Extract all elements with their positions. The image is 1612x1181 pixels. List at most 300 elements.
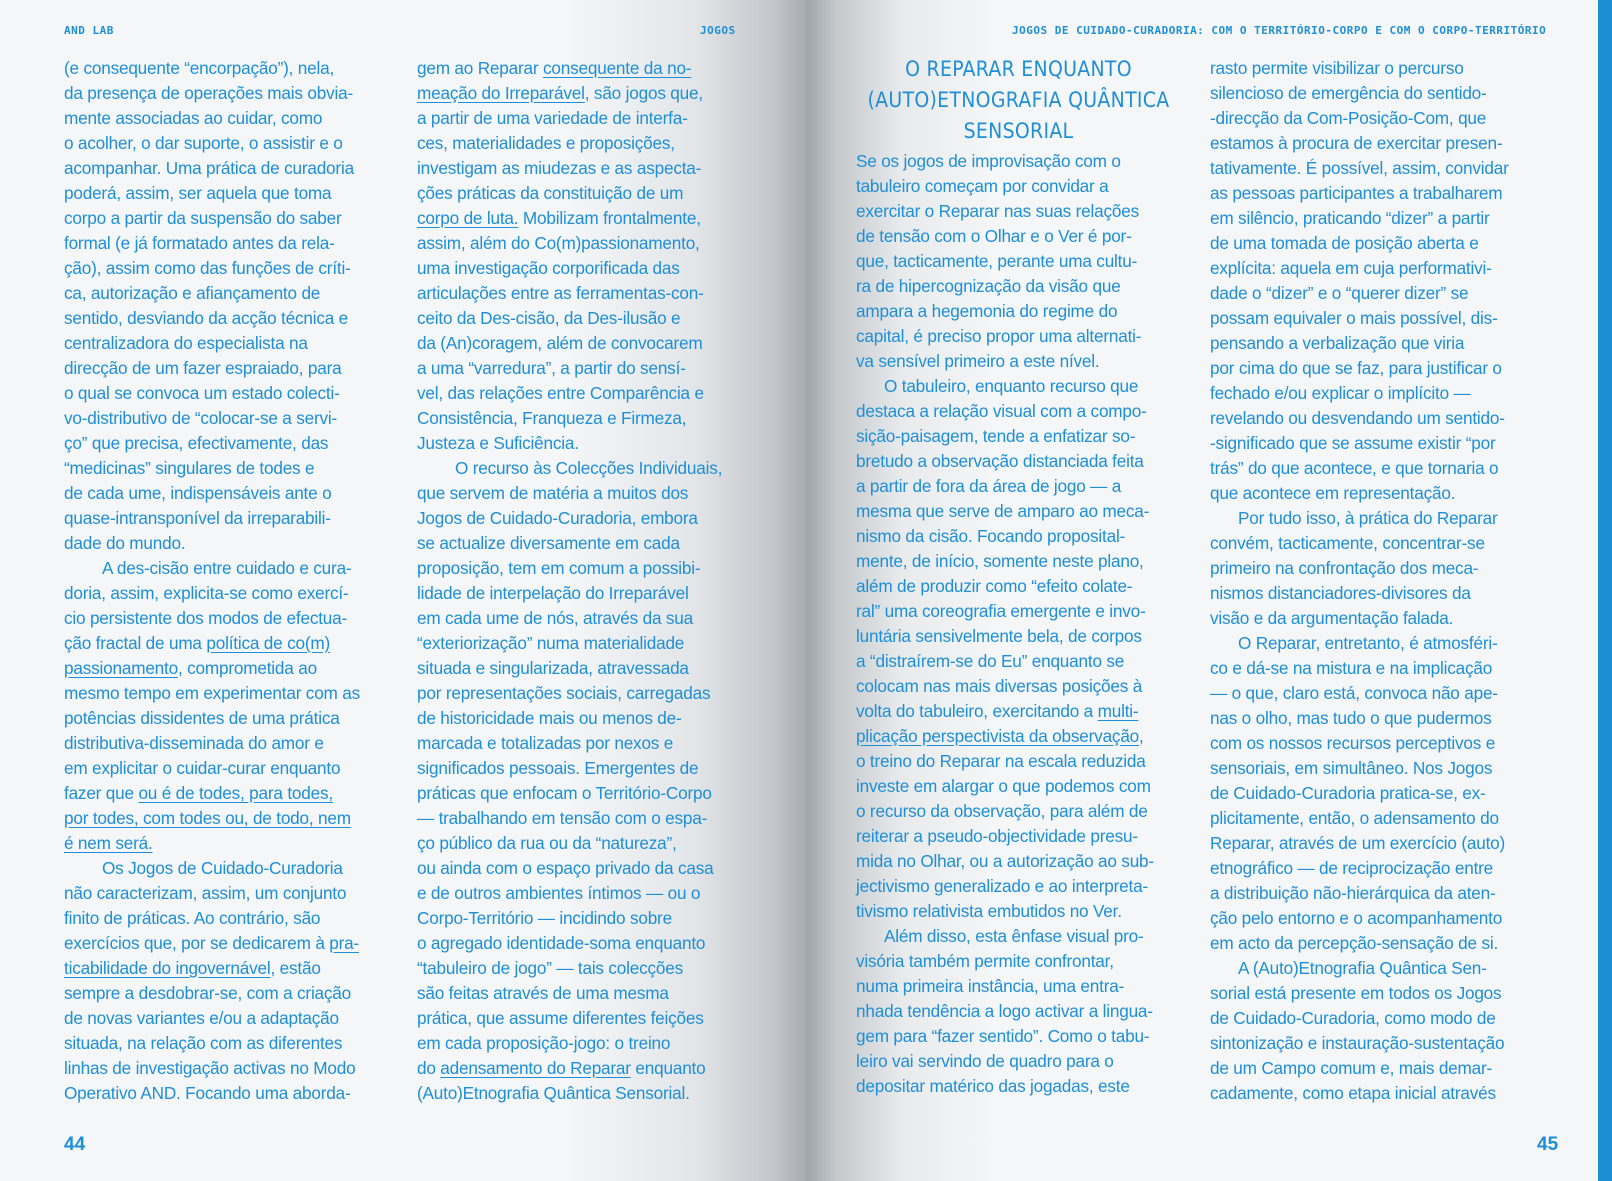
text-column-3: [856, 54, 1181, 1099]
text-line: [856, 274, 1181, 299]
text-run: além de produzir como “efeito colate-: [856, 576, 1133, 596]
text-run: finito de práticas. Ao contrário, são: [64, 908, 321, 928]
text-run: exercícios que, por se dedicarem à: [64, 933, 330, 953]
text-line: [856, 749, 1181, 774]
text-line: [417, 856, 757, 881]
text-line: [856, 374, 1181, 399]
text-run: assim, além do Co(m)passionamento,: [417, 233, 700, 253]
text-run: revelando ou desvendando um sentido-: [1210, 408, 1505, 428]
text-run: nhada tendência a logo activar a lingua-: [856, 1001, 1153, 1021]
text-line: [64, 206, 394, 231]
text-run: nas o olho, mas tudo o que pudermos: [1210, 708, 1492, 728]
text-run: “tabuleiro de jogo” — tais colecções: [417, 958, 684, 978]
text-line: [417, 456, 757, 481]
text-run: tabuleiro começam por convidar a: [856, 176, 1109, 196]
underlined-phrase: é nem será.: [64, 833, 153, 853]
text-run: o treino do Reparar na escala reduzida: [856, 751, 1146, 771]
text-run: vel, das relações entre Comparência e: [417, 383, 704, 403]
text-run: em explicitar o cuidar-curar enquanto: [64, 758, 341, 778]
text-run: silencioso de emergência do sentido-: [1210, 83, 1487, 103]
underlined-phrase: ticabilidade do ingovernável: [64, 958, 271, 978]
text-line: [64, 706, 394, 731]
text-line: [417, 156, 757, 181]
text-run: Jogos de Cuidado-Curadoria, embora: [417, 508, 698, 528]
text-line: [856, 424, 1181, 449]
text-line: [856, 524, 1181, 549]
text-line: [417, 56, 757, 81]
text-line: [1210, 106, 1550, 131]
text-run: direcção de um fazer espraiado, para: [64, 358, 342, 378]
text-run: O Reparar, entretanto, é atmosféri-: [1238, 633, 1498, 653]
text-run: distributiva-disseminada do amor e: [64, 733, 324, 753]
text-run: colocam nas mais diversas posições à: [856, 676, 1143, 696]
text-run: com os nossos recursos perceptivos e: [1210, 733, 1496, 753]
text-run: quase-intransponível da irreparabili-: [64, 508, 331, 528]
text-line: [1210, 181, 1550, 206]
text-run: Reparar, através de um exercício (auto): [1210, 833, 1506, 853]
text-line: [856, 149, 1181, 174]
underlined-phrase: política de co(m): [206, 633, 331, 653]
text-line: [856, 574, 1181, 599]
text-line: [856, 549, 1181, 574]
text-line: [417, 1056, 757, 1081]
text-line: [417, 1081, 757, 1106]
text-line: [417, 781, 757, 806]
text-run: -significado que se assume existir “por: [1210, 433, 1496, 453]
text-column-1: [64, 56, 394, 1106]
text-line: [64, 906, 394, 931]
text-run: sentido, desviando da acção técnica e: [64, 308, 349, 328]
text-line: [64, 231, 394, 256]
text-line: [417, 681, 757, 706]
text-line: [856, 974, 1181, 999]
text-run: depositar matérico das jogadas, este: [856, 1076, 1130, 1096]
text-line: [1210, 531, 1550, 556]
text-run: corpo a partir da suspensão do saber: [64, 208, 342, 228]
text-line: [417, 81, 757, 106]
text-run: sempre a desdobrar-se, com a criação: [64, 983, 352, 1003]
text-line: [64, 131, 394, 156]
text-run: que servem de matéria a muitos dos: [417, 483, 689, 503]
text-line: [417, 556, 757, 581]
text-run: a partir de fora da área de jogo — a: [856, 476, 1122, 496]
text-run: em cada proposição-jogo: o treino: [417, 1033, 671, 1053]
text-run: pensando a verbalização que viria: [1210, 333, 1465, 353]
text-run: doria, assim, explicita-se como exercí-: [64, 583, 349, 603]
text-line: [64, 631, 394, 656]
text-run: Mobilizam frontalmente,: [518, 208, 701, 228]
text-run: Consistência, Franqueza e Firmeza,: [417, 408, 687, 428]
text-run: linhas de investigação activas no Modo: [64, 1058, 356, 1078]
text-run: “exteriorização” numa materialidade: [417, 633, 685, 653]
text-line: [1210, 756, 1550, 781]
text-run: prática, que assume diferentes feições: [417, 1008, 704, 1028]
text-line: [856, 724, 1181, 749]
text-run: de Cuidado-Curadoria, como modo de: [1210, 1008, 1496, 1028]
text-run: ,: [1139, 726, 1144, 746]
text-run: formal (e já formatado antes da rela-: [64, 233, 335, 253]
text-run: mente associadas ao cuidar, como: [64, 108, 323, 128]
text-run: exercitar o Reparar nas suas relações: [856, 201, 1140, 221]
text-line: [1210, 231, 1550, 256]
text-line: [1210, 506, 1550, 531]
text-line: [1210, 456, 1550, 481]
text-line: [417, 981, 757, 1006]
text-line: [1210, 331, 1550, 356]
text-run: sintonização e instauração-sustentação: [1210, 1033, 1505, 1053]
text-line: [64, 381, 394, 406]
text-line: [64, 781, 394, 806]
text-line: [1210, 806, 1550, 831]
text-run: fazer que: [64, 783, 139, 803]
text-line: [64, 431, 394, 456]
text-line: [856, 1074, 1181, 1099]
text-line: [856, 674, 1181, 699]
text-line: [1210, 381, 1550, 406]
text-line: [1210, 681, 1550, 706]
text-line: [417, 956, 757, 981]
text-line: [856, 174, 1181, 199]
text-run: uma investigação corporificada das: [417, 258, 680, 278]
text-line: [1210, 831, 1550, 856]
section-title-line: (AUTO)ETNOGRAFIA QUÂNTICA: [867, 88, 1170, 112]
underlined-phrase: corpo de luta.: [417, 208, 519, 228]
text-line: [1210, 406, 1550, 431]
text-run: ceito da Des-cisão, da Des-ilusão e: [417, 308, 681, 328]
text-run: O recurso às Colecções Individuais,: [455, 458, 723, 478]
section-title: [856, 54, 1181, 147]
text-run: tivismo relativista embutidos no Ver.: [856, 901, 1122, 921]
text-run: poderá, assim, ser aquela que toma: [64, 183, 332, 203]
text-run: ca, autorização e afiançamento de: [64, 283, 321, 303]
text-line: [417, 606, 757, 631]
right-page: [806, 0, 1598, 1181]
text-run: da presença de operações mais obvia-: [64, 83, 353, 103]
text-run: lidade de interpelação do Irreparável: [417, 583, 689, 603]
text-run: o acolher, o dar suporte, o assistir e o: [64, 133, 343, 153]
text-run: enquanto: [630, 1058, 706, 1078]
page-number-right: 45: [1537, 1134, 1559, 1155]
text-run: mente, de início, somente neste plano,: [856, 551, 1144, 571]
text-line: [856, 799, 1181, 824]
text-run: articulações entre as ferramentas-con-: [417, 283, 704, 303]
underlined-phrase: adensamento do Reparar: [440, 1058, 631, 1078]
text-line: [1210, 956, 1550, 981]
text-line: [64, 506, 394, 531]
underlined-phrase: plicação perspectivista da observação: [856, 726, 1140, 746]
text-run: volta do tabuleiro, exercitando a: [856, 701, 1098, 721]
text-run: a uma “varredura”, a partir do sensí-: [417, 358, 686, 378]
text-run: a distribuição não-hierárquica da aten-: [1210, 883, 1496, 903]
underlined-phrase: pra-: [329, 933, 360, 953]
text-line: [64, 656, 394, 681]
text-line: [64, 456, 394, 481]
text-line: [64, 156, 394, 181]
text-run: situada, na relação com as diferentes: [64, 1033, 343, 1053]
text-line: [856, 449, 1181, 474]
text-run: mesmo tempo em experimentar com as: [64, 683, 360, 703]
text-line: [856, 774, 1181, 799]
text-run: possam equivaler o mais possível, dis-: [1210, 308, 1498, 328]
text-run: de uma tomada de posição aberta e: [1210, 233, 1479, 253]
text-line: [1210, 206, 1550, 231]
text-run: — trabalhando em tensão com o espa-: [417, 808, 708, 828]
text-run: visão e da argumentação falada.: [1210, 608, 1454, 628]
text-line: [64, 681, 394, 706]
text-run: — o que, claro está, convoca não ape-: [1210, 683, 1498, 703]
text-run: sição-paisagem, tende a enfatizar so-: [856, 426, 1136, 446]
text-run: que acontece em representação.: [1210, 483, 1456, 503]
text-line: [1210, 556, 1550, 581]
running-header-right: JOGOS DE CUIDADO-CURADORIA: COM O TERRITÓRIO-CORPO E COM O CORPO-TERRITÓRIO: [1012, 24, 1547, 37]
text-column-4: [1210, 56, 1550, 1106]
text-run: leiro vai servindo de quadro para o: [856, 1051, 1114, 1071]
text-line: [417, 806, 757, 831]
text-line: [856, 1049, 1181, 1074]
text-line: [1210, 256, 1550, 281]
text-line: [856, 649, 1181, 674]
text-line: [417, 756, 757, 781]
text-run: “medicinas” singulares de todes e: [64, 458, 315, 478]
text-run: va sensível primeiro a este nível.: [856, 351, 1100, 371]
text-line: [1210, 581, 1550, 606]
text-line: [856, 249, 1181, 274]
text-line: [417, 106, 757, 131]
text-run: acompanhar. Uma prática de curadoria: [64, 158, 354, 178]
text-line: [64, 556, 394, 581]
text-run: ço” que precisa, efectivamente, das: [64, 433, 329, 453]
text-line: [856, 949, 1181, 974]
text-run: explícita: aquela em cuja performativi-: [1210, 258, 1492, 278]
text-run: significados pessoais. Emergentes de: [417, 758, 699, 778]
column-3-body: [856, 149, 1181, 1099]
text-run: estamos à procura de exercitar presen-: [1210, 133, 1503, 153]
text-run: Além disso, esta ênfase visual pro-: [884, 926, 1144, 946]
text-run: cio persistente dos modos de efectua-: [64, 608, 348, 628]
text-line: [1210, 481, 1550, 506]
text-run: destaca a relação visual com a compo-: [856, 401, 1147, 421]
text-line: [856, 224, 1181, 249]
text-line: [417, 1006, 757, 1031]
text-line: [417, 331, 757, 356]
text-run: , estão: [270, 958, 321, 978]
text-line: [417, 581, 757, 606]
text-run: e de outros ambientes íntimos — ou o: [417, 883, 701, 903]
text-line: [1210, 156, 1550, 181]
text-line: [1210, 606, 1550, 631]
text-run: ço público da rua ou da “natureza”,: [417, 833, 677, 853]
text-line: [856, 349, 1181, 374]
text-line: [417, 531, 757, 556]
text-run: -direcção da Com-Posição-Com, que: [1210, 108, 1487, 128]
text-run: em acto da percepção-sensação de si.: [1210, 933, 1499, 953]
text-run: primeiro na confrontação dos meca-: [1210, 558, 1479, 578]
text-line: [856, 999, 1181, 1024]
text-line: [417, 881, 757, 906]
text-run: reiterar a pseudo-objectividade presu-: [856, 826, 1138, 846]
text-line: [1210, 781, 1550, 806]
text-run: de cada ume, indispensáveis ante o: [64, 483, 332, 503]
text-line: [856, 499, 1181, 524]
text-line: [1210, 431, 1550, 456]
section-title-line: SENSORIAL: [963, 119, 1074, 143]
text-run: ção pelo entorno e o acompanhamento: [1210, 908, 1503, 928]
text-run: luntária sensivelmente bela, de corpos: [856, 626, 1142, 646]
text-line: [1210, 281, 1550, 306]
text-run: Justeza e Suficiência.: [417, 433, 579, 453]
text-line: [417, 906, 757, 931]
underlined-phrase: consequente da no-: [542, 58, 692, 78]
text-run: Por tudo isso, à prática do Reparar: [1238, 508, 1498, 528]
text-line: [64, 56, 394, 81]
text-run: mida no Olhar, ou a autorização ao sub-: [856, 851, 1154, 871]
page-number-left: 44: [64, 1134, 86, 1155]
text-line: [417, 1031, 757, 1056]
text-run: em cada ume de nós, através da sua: [417, 608, 694, 628]
text-line: [1210, 81, 1550, 106]
text-line: [64, 856, 394, 881]
text-run: não caracterizam, assim, um conjunto: [64, 883, 347, 903]
text-run: ção), assim como das funções de críti-: [64, 258, 351, 278]
text-run: são feitas através de uma mesma: [417, 983, 669, 1003]
text-run: numa primeira instância, uma entra-: [856, 976, 1125, 996]
text-line: [417, 506, 757, 531]
underlined-phrase: por todes, com todes ou, de todo, nem: [64, 808, 351, 828]
text-run: as pessoas participantes a trabalharem: [1210, 183, 1503, 203]
text-run: de novas variantes e/ou a adaptação: [64, 1008, 339, 1028]
text-line: [64, 956, 394, 981]
text-run: rasto permite visibilizar o percurso: [1210, 58, 1464, 78]
text-line: [856, 824, 1181, 849]
text-line: [856, 699, 1181, 724]
text-run: o agregado identidade-soma enquanto: [417, 933, 706, 953]
text-line: [1210, 906, 1550, 931]
text-run: A des-cisão entre cuidado e cura-: [102, 558, 352, 578]
text-run: centralizadora do especialista na: [64, 333, 308, 353]
text-run: cadamente, como etapa inicial através: [1210, 1083, 1496, 1103]
text-line: [856, 924, 1181, 949]
text-line: [1210, 131, 1550, 156]
text-line: [417, 131, 757, 156]
text-run: Se os jogos de improvisação com o: [856, 151, 1121, 171]
text-run: ções práticas da constituição de um: [417, 183, 684, 203]
text-line: [1210, 306, 1550, 331]
underlined-phrase: multi-: [1097, 701, 1139, 721]
text-run: Os Jogos de Cuidado-Curadoria: [102, 858, 343, 878]
text-run: ral” uma coreografia emergente e invo-: [856, 601, 1146, 621]
text-run: gem para “fazer sentido”. Como o tabu-: [856, 1026, 1150, 1046]
text-line: [417, 931, 757, 956]
running-header-left: AND LAB: [64, 24, 114, 37]
text-line: [1210, 1031, 1550, 1056]
text-line: [856, 399, 1181, 424]
text-run: marcada e totalizadas por nexos e: [417, 733, 674, 753]
text-line: [856, 899, 1181, 924]
text-line: [64, 181, 394, 206]
text-line: [64, 881, 394, 906]
text-run: ampara a hegemonia do regime do: [856, 301, 1118, 321]
text-line: [64, 756, 394, 781]
text-run: de historicidade mais ou menos de-: [417, 708, 682, 728]
text-run: visória também permite confrontar,: [856, 951, 1114, 971]
text-run: do: [417, 1058, 441, 1078]
text-run: potências dissidentes de uma prática: [64, 708, 340, 728]
text-line: [856, 474, 1181, 499]
text-line: [64, 331, 394, 356]
text-run: investe em alargar o que podemos com: [856, 776, 1151, 796]
text-line: [856, 324, 1181, 349]
text-line: [417, 406, 757, 431]
text-line: [1210, 56, 1550, 81]
running-header-section: JOGOS: [700, 24, 736, 37]
text-run: capital, é preciso propor uma alternati-: [856, 326, 1142, 346]
text-run: práticas que enfocam o Território-Corpo: [417, 783, 712, 803]
text-line: [64, 256, 394, 281]
underlined-phrase: meação do Irreparável: [417, 83, 585, 103]
text-line: [417, 356, 757, 381]
text-line: [1210, 631, 1550, 656]
text-run: nismos distanciadores-divisores da: [1210, 583, 1471, 603]
text-line: [64, 1056, 394, 1081]
underlined-phrase: ou é de todes, para todes,: [138, 783, 333, 803]
text-line: [1210, 981, 1550, 1006]
text-run: A (Auto)Etnografia Quântica Sen-: [1238, 958, 1487, 978]
text-line: [1210, 1081, 1550, 1106]
text-line: [64, 281, 394, 306]
text-run: sensoriais, em simultâneo. Nos Jogos: [1210, 758, 1493, 778]
text-run: Corpo-Território — incidindo sobre: [417, 908, 672, 928]
text-line: [64, 481, 394, 506]
text-line: [1210, 356, 1550, 381]
text-run: nismo da cisão. Focando proposital-: [856, 526, 1126, 546]
text-line: [64, 981, 394, 1006]
text-run: ra de hipercognização da visão que: [856, 276, 1121, 296]
text-line: [417, 731, 757, 756]
text-line: [856, 1024, 1181, 1049]
text-run: Operativo AND. Focando uma aborda-: [64, 1083, 351, 1103]
text-run: convém, tacticamente, concentrar-se: [1210, 533, 1485, 553]
text-line: [64, 406, 394, 431]
text-run: por cima do que se faz, para justificar o: [1210, 358, 1502, 378]
text-run: investigam as miudezas e as aspecta-: [417, 158, 702, 178]
text-line: [1210, 656, 1550, 681]
text-line: [64, 731, 394, 756]
text-run: dade do mundo.: [64, 533, 186, 553]
text-line: [64, 1081, 394, 1106]
text-column-2: [417, 56, 757, 1106]
text-line: [417, 656, 757, 681]
text-line: [417, 706, 757, 731]
text-run: ces, materialidades e proposições,: [417, 133, 675, 153]
text-line: [64, 81, 394, 106]
text-run: de Cuidado-Curadoria pratica-se, ex-: [1210, 783, 1486, 803]
text-line: [64, 531, 394, 556]
text-run: a “distraírem-se do Eu” enquanto se: [856, 651, 1125, 671]
text-run: tativamente. É possível, assim, convidar: [1210, 158, 1509, 178]
text-run: bretudo a observação distanciada feita: [856, 451, 1144, 471]
text-line: [417, 631, 757, 656]
text-line: [64, 1006, 394, 1031]
text-run: mesma que serve de amparo ao meca-: [856, 501, 1150, 521]
text-line: [64, 831, 394, 856]
text-line: [1210, 931, 1550, 956]
text-line: [1210, 731, 1550, 756]
text-run: situada e singularizada, atravessada: [417, 658, 689, 678]
text-run: gem ao Reparar: [417, 58, 543, 78]
text-run: fechado e/ou explicar o implícito —: [1210, 383, 1471, 403]
text-run: vo-distributivo de “colocar-se a servi-: [64, 408, 338, 428]
text-run: , são jogos que,: [584, 83, 703, 103]
